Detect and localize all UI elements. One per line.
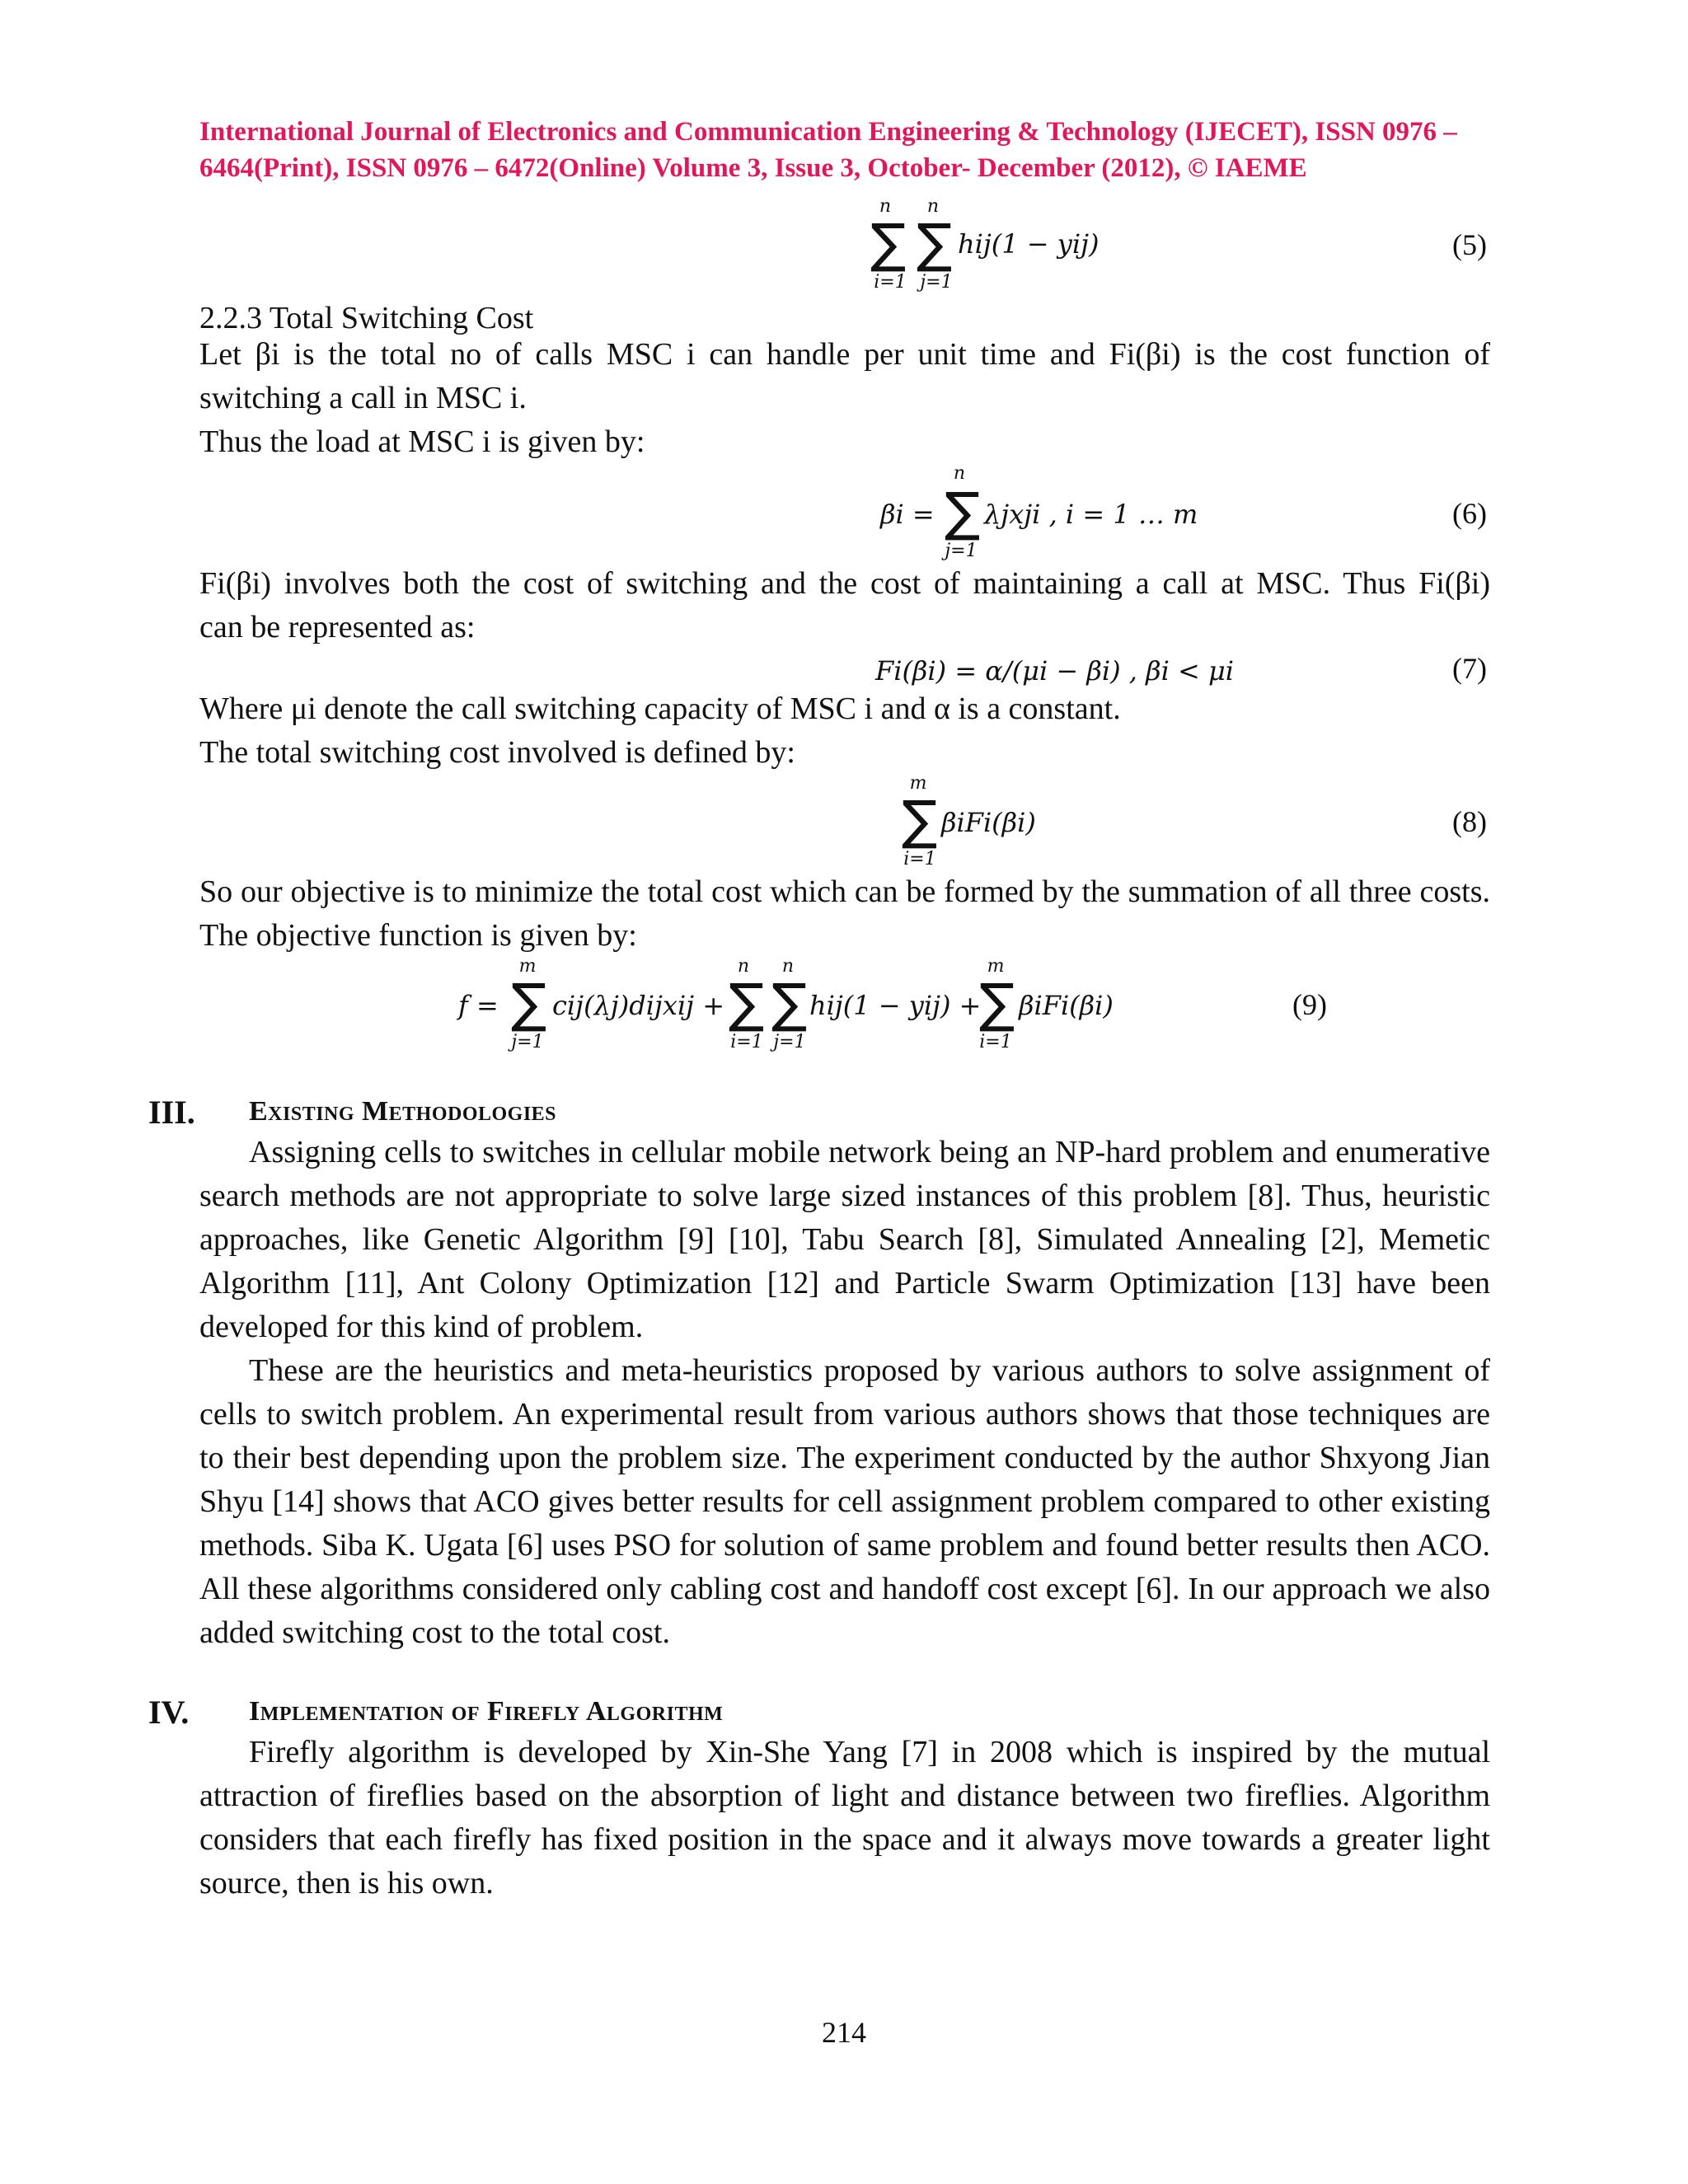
eq6-body: λjxji , i = 1 … m [984,499,1198,530]
eq8-body: βiFi(βi) [941,807,1036,838]
eq5-sum1-upper: n [879,196,892,217]
eq9-term1: cij(λj)dijxij + [552,990,725,1021]
paragraph-cost-represented: can be represented as: [199,610,476,644]
paragraph-load-intro: Thus the load at MSC i is given by: [199,424,645,459]
eq9-sum2b-upper: n [781,956,795,977]
eq9-sum1-symbol: ∑ [511,973,547,1034]
eq5-sum1-lower: i=1 [874,272,907,293]
eq5-sum2-lower: j=1 [920,272,953,293]
paragraph-total-switching-intro: The total switching cost involved is defined by: [199,735,795,770]
eq6-sum-upper: n [953,463,966,484]
eq9-sum2b-symbol: ∑ [771,973,808,1034]
eq7-number: (7) [1452,652,1487,685]
section-3-title: Existing Methodologies [249,1096,557,1127]
section-3-paragraph-2: These are the heuristics and meta-heuristics proposed by various authors to solve assignment of cells to switch problem. An experimental result from various authors shows that those techniques are to their best depending upon the problem size. The experiment conducted by the author Shxyong Jian Shyu [14] shows that ACO gives better results for cell assignment problem compared to other existing methods. Siba K. Ugata [6] uses PSO for solution of same problem and found better results then ACO. All these algorithms considered only cabling cost and handoff cost except [6]. In our approach we also added switching cost to the total cost. [199,1353,1490,1650]
eq8-sum-symbol: ∑ [902,790,938,851]
paragraph-beta-definition: Let βi is the total no of calls MSC i can handle per unit time and Fi(βi) is the cost function of switching a call in MSC i. [199,337,1490,415]
eq6-sum-lower: j=1 [945,541,978,561]
section-3-number: III. [148,1094,195,1131]
paragraph-cost-involves: Fi(βi) involves both the cost of switching and the cost of maintaining a call at MSC. Thus Fi(βi) [199,566,1490,601]
paragraph-objective: So our objective is to minimize the total cost which can be formed by the summation of all three costs. The objective function is given by: [199,874,1490,953]
eq9-sum3-symbol: ∑ [979,973,1015,1034]
journal-header-line2: 6464(Print), ISSN 0976 – 6472(Online) Volume 3, Issue 3, October- December (2012), © IAEME [199,153,1307,183]
eq8-sum-lower: i=1 [903,849,936,869]
eq9-sum2b-lower: j=1 [773,1032,806,1052]
eq9-sum1-upper: m [518,956,537,977]
journal-header-line1: International Journal of Electronics and Communication Engineering & Technology (IJECET), ISSN 0976 – [199,117,1457,147]
eq9-term2: hij(1 − yij) + [809,990,982,1021]
journal-header [199,114,1493,186]
eq9-sum3-upper: m [987,956,1005,977]
eq7-body: Fi(βi) = α/(μi − βi) , βi < μi [875,655,1235,687]
eq5-sum2-symbol: ∑ [917,213,953,274]
paragraph-mu-definition: Where μi denote the call switching capacity of MSC i and α is a constant. [199,691,1121,726]
eq9-sum2a-upper: n [737,956,750,977]
eq5-number: (5) [1452,228,1487,261]
eq6-number: (6) [1452,497,1487,530]
eq9-sum2a-symbol: ∑ [729,973,765,1034]
section-4-title: Implementation of Firefly Algorithm [249,1696,724,1727]
eq5-sum1-symbol: ∑ [870,213,907,274]
eq9-sum1-lower: j=1 [511,1032,544,1052]
eq9-number: (9) [1292,988,1327,1021]
eq9-lhs: f = [458,990,499,1021]
eq8-number: (8) [1452,805,1487,838]
eq9-sum2a-lower: i=1 [730,1032,763,1052]
eq9-sum3-lower: i=1 [979,1032,1012,1052]
section-3-paragraph-1: Assigning cells to switches in cellular mobile network being an NP-hard problem and enumerative search methods are not appropriate to solve large sized instances of this problem [8]. Thus, heuristic approaches, like Genetic Algorithm [9] [10], Tabu Search [8], Simulated Annealing [2], Memetic Algorithm [11], Ant Colony Optimization [12] and Particle Swarm Optimization [13] have been developed for this kind of problem. [199,1135,1490,1344]
page-number: 214 [822,2016,866,2049]
eq8-sum-upper: m [909,773,927,794]
eq9-term3: βiFi(βi) [1019,990,1114,1021]
eq5-body: hij(1 − yij) [958,228,1100,260]
eq6-sum-symbol: ∑ [945,482,981,543]
section-4-number: IV. [148,1694,190,1731]
subsection-heading-223: 2.2.3 Total Switching Cost [199,301,534,335]
eq6-lhs: βi = [880,499,935,530]
eq5-sum2-upper: n [926,196,940,217]
section-4-paragraph-1: Firefly algorithm is developed by Xin-She Yang [7] in 2008 which is inspired by the mutual attraction of fireflies based on the absorption of light and distance between two fireflies. Algorithm considers that each firefly has fixed position in the space and it always move towards a greater light source, then is his own. [199,1735,1490,1900]
